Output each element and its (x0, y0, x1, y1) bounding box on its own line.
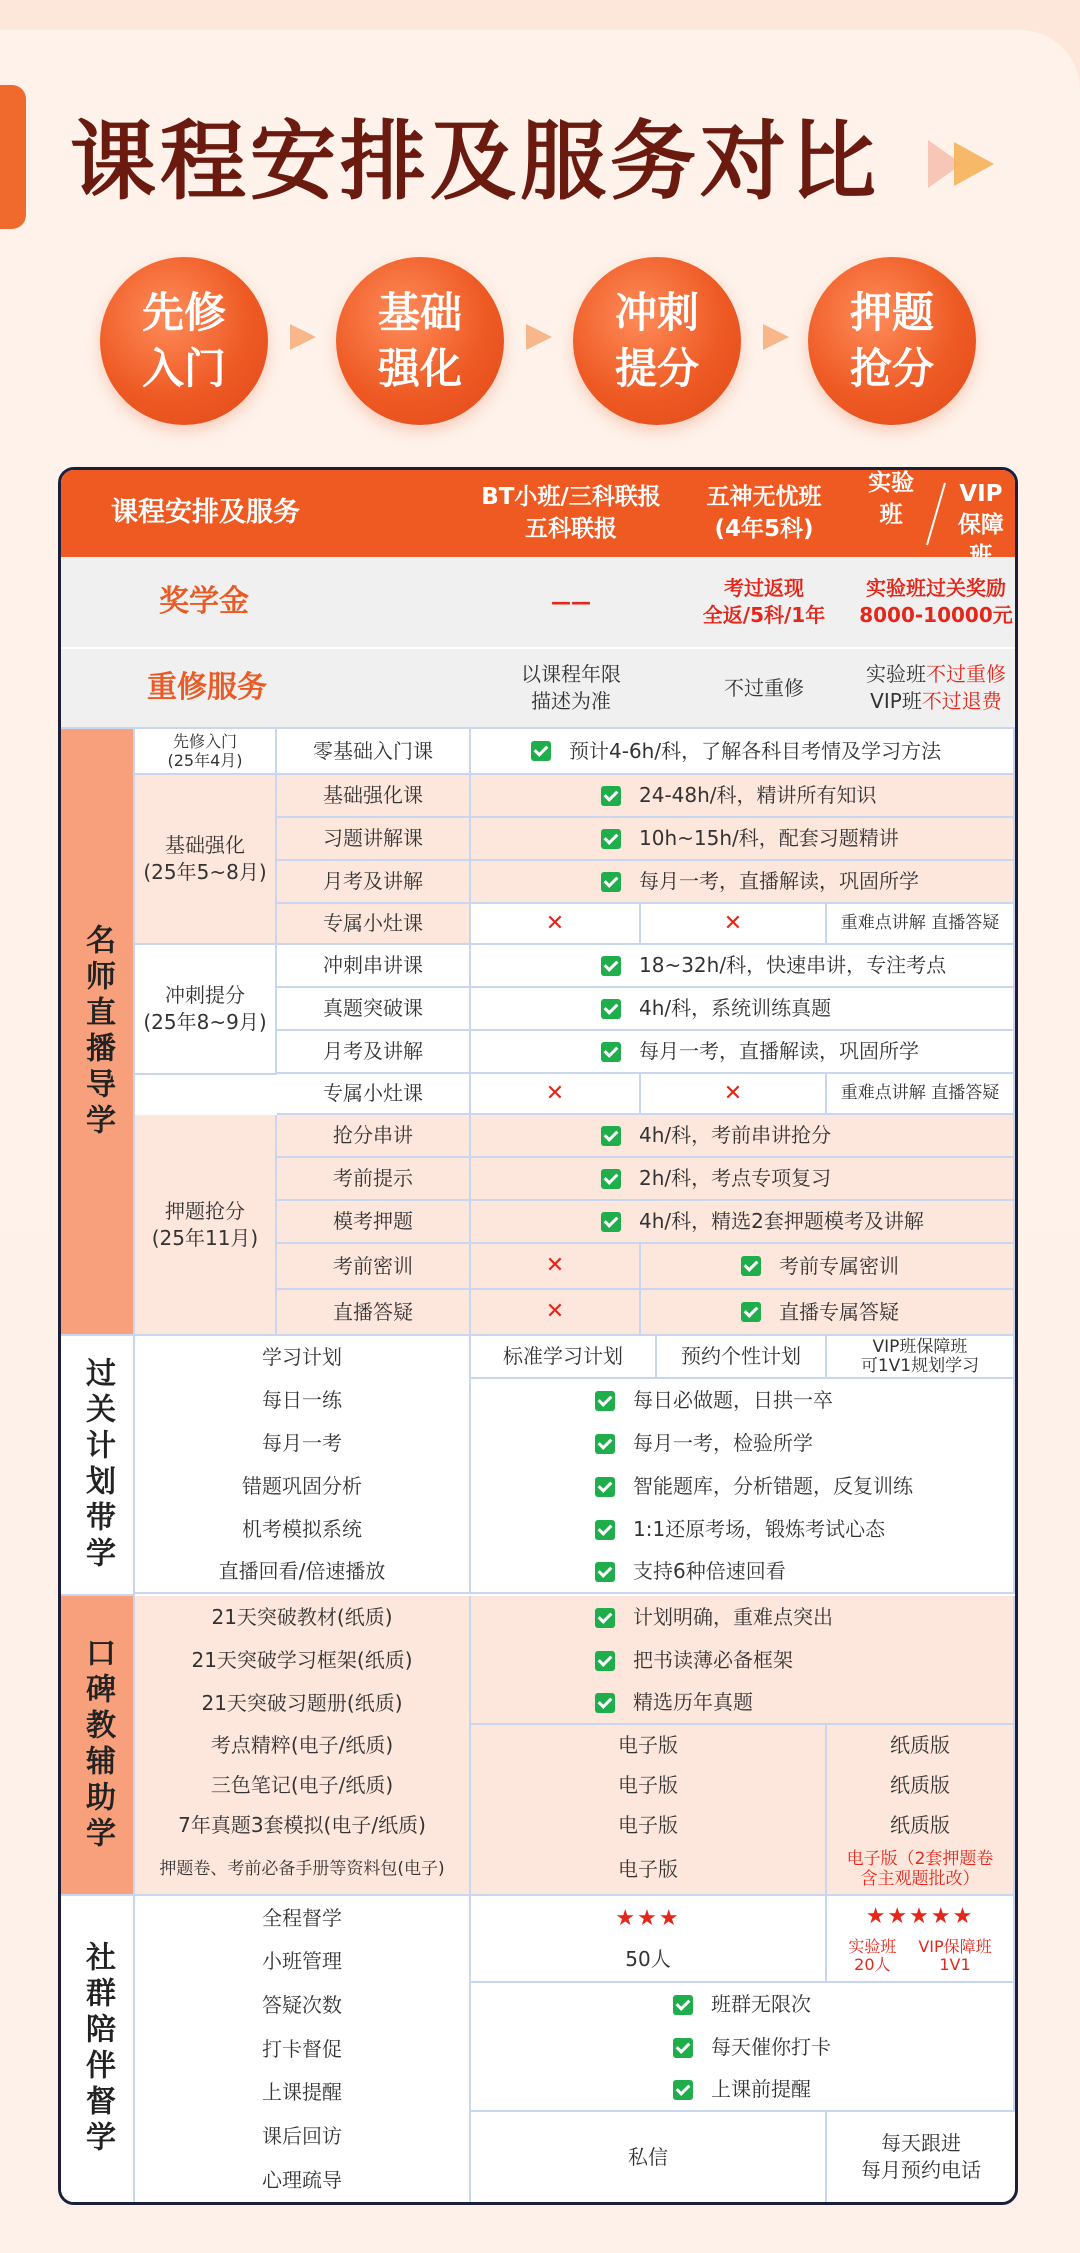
row-basic-course-name-text: 基础强化课 (323, 783, 423, 807)
row-community-5-name (135, 2115, 471, 2159)
row-community-4-name-text: 上课提醒 (262, 2080, 342, 2105)
phase-pre: 先修入门 (25年4月) (135, 729, 277, 775)
row-replay-desc-text: 支持6种倍速回看 (633, 1559, 786, 1583)
row-final-mock-name-text: 模考押题 (333, 1209, 413, 1233)
row-book1-desc (471, 1596, 1015, 1639)
cross-icon: ✕ (545, 910, 565, 936)
row-study-plan-plan2-text: 预约个性计划 (681, 1344, 801, 1368)
row-book5-name (135, 1765, 471, 1805)
row-book3-desc-text: 精选历年真题 (633, 1690, 753, 1714)
row-book5-plan3 (827, 1765, 1015, 1805)
cross-icon: ✕ (723, 1080, 743, 1106)
check-icon (741, 1256, 761, 1276)
row-final-tips-desc (471, 1158, 1015, 1201)
check-icon (595, 1391, 615, 1411)
star-rating-icon: ★★★ (615, 1906, 681, 1932)
row-tutor-plan3 (827, 904, 1015, 945)
check-icon (595, 1693, 615, 1713)
row-monthly-desc-text: 每月一考，检验所学 (633, 1431, 813, 1455)
row-book6-name-text: 7年真题3套模拟(电子/纸质) (178, 1812, 426, 1837)
check-icon (601, 786, 621, 806)
row-community-4-name (135, 2071, 471, 2115)
cross-icon: ✕ (545, 1299, 565, 1325)
row-real-exam-name (277, 988, 471, 1031)
row-final-course-desc (471, 1115, 1015, 1158)
row-community-5-name-text: 课后回访 (262, 2124, 342, 2148)
row-community-2-name-text: 答疑次数 (262, 1992, 342, 2017)
check-icon (601, 829, 621, 849)
phase-sprint-text: 冲刺提分 (25年8~9月) (143, 983, 267, 1034)
step-sprint-label: 冲刺 提分 (614, 288, 699, 393)
scholarship-plan1: —— (471, 557, 671, 649)
row-book6-plan12 (471, 1805, 827, 1845)
row-qa-name-text: 直播答疑 (333, 1299, 413, 1324)
row-followup-plan12 (471, 2112, 827, 2202)
row-tutor-name-text: 专属小灶课 (323, 911, 423, 935)
row-tutor-plan3-text: 重难点讲解 直播答疑 (840, 913, 1000, 934)
row-monthly-test-desc (471, 861, 1015, 904)
row-checkin-desc (471, 2026, 1015, 2069)
row-monthly-name-text: 每月一考 (262, 1431, 342, 1455)
row-exercise-desc (471, 818, 1015, 861)
row-book2-name (135, 1639, 471, 1682)
row-book4-name (135, 1725, 471, 1765)
row-final-tips-name-text: 考前提示 (333, 1166, 413, 1190)
row-final-course-name (277, 1115, 471, 1158)
row-replay-name (135, 1551, 471, 1594)
row-daily-name-text: 每日一练 (262, 1388, 342, 1412)
retake-plan3a: 实验班 (866, 662, 926, 686)
row-real-exam-desc (471, 988, 1015, 1031)
row-book2-desc (471, 1639, 1015, 1682)
row-book1-desc-text: 计划明确，重难点突出 (633, 1605, 833, 1629)
row-pre-desc (471, 729, 1015, 775)
row-study-plan-plan3 (827, 1336, 1015, 1379)
row-replay-desc (471, 1551, 1015, 1594)
row-book5-plan3-text: 纸质版 (890, 1772, 950, 1797)
row-book5-plan12 (471, 1765, 827, 1805)
page-title: 课程安排及服务对比 (70, 112, 880, 212)
row-community-2-name (135, 1983, 471, 2027)
row-pre-name: 零基础入门课 (277, 729, 471, 775)
check-icon (601, 1212, 621, 1232)
retake-plan3b-red: 不过退费 (921, 689, 1002, 713)
row-mock-desc (471, 1508, 1015, 1551)
row-community-6-name-text: 心理疏导 (262, 2167, 342, 2192)
arrow-icon (526, 324, 552, 350)
row-study-plan-plan2 (657, 1336, 827, 1379)
check-icon (673, 1995, 693, 2015)
row-book6-plan12-text: 电子版 (618, 1812, 678, 1837)
row-community-0-name (135, 1896, 471, 1940)
community-plan12-size (471, 1896, 827, 1983)
row-sprint-course-name (277, 945, 471, 988)
row-qa-desc-text: 班群无限次 (711, 1992, 811, 2016)
row-mock-name (135, 1508, 471, 1551)
col-header-plan2: 五神无忧班 (4年5科) (671, 470, 857, 557)
row-final-mock-desc-text: 4h/科，精选2套押题模考及讲解 (639, 1209, 924, 1233)
scholarship-label: 奖学金 (61, 557, 471, 649)
row-community-3-name-text: 打卡督促 (262, 2036, 342, 2061)
row-book1-name-text: 21天突破教材(纸质) (211, 1605, 393, 1629)
row-mock-desc-text: 1:1还原考场，锻炼考试心态 (633, 1517, 886, 1541)
check-icon (595, 1434, 615, 1454)
slash-divider-icon (925, 481, 947, 547)
row-errors-desc-text: 智能题库，分析错题，反复训练 (633, 1474, 913, 1498)
row-book7-plan3-text: 电子版（2套押题卷 含主观题批改） (846, 1848, 994, 1889)
row-tutor-name (277, 904, 471, 945)
check-icon (595, 1562, 615, 1582)
row-basic-course-desc-text: 24-48h/科，精讲所有知识 (639, 783, 877, 807)
col-header-plan1: BT小班/三科联报 五科联报 (471, 470, 671, 557)
row-qa-name (277, 1290, 471, 1336)
step-sprint (573, 257, 741, 425)
row-followup-plan12-text: 私信 (628, 2144, 668, 2169)
row-community-1-name-text: 小班管理 (262, 1949, 342, 1974)
cross-icon: ✕ (545, 1253, 565, 1279)
check-icon (601, 956, 621, 976)
star-rating-icon: ★★★★★ (865, 1904, 975, 1930)
section-plan: 过关计划带学 (61, 1336, 135, 1596)
check-icon (595, 1520, 615, 1540)
row-sprint-course-desc-text: 18~32h/科，快速串讲，专注考点 (639, 953, 947, 977)
row-exercise-name-text: 习题讲解课 (323, 826, 423, 850)
row-book6-plan3-text: 纸质版 (890, 1812, 950, 1837)
row-community-3-name (135, 2027, 471, 2071)
phase-basic: 基础强化 (25年5~8月) (135, 775, 277, 945)
row-book2-name-text: 21天突破学习框架(纸质) (191, 1648, 413, 1672)
row-community-1-name (135, 1940, 471, 1984)
row-sprint-monthly-desc (471, 1031, 1015, 1074)
scholarship-plan2: 考过返现 全返/5科/1年 (671, 557, 857, 649)
row-sprint-tutor-name-text: 专属小灶课 (323, 1081, 423, 1105)
row-community-0-name-text: 全程督学 (262, 1905, 342, 1930)
row-monthly-test-name-text: 月考及讲解 (323, 869, 423, 893)
check-icon (601, 1169, 621, 1189)
row-pre-text: 预计4-6h/科，了解各科目考情及学习方法 (569, 738, 942, 763)
row-book7-name-text: 押题卷、考前必备手册等资料包(电子) (159, 1859, 445, 1880)
row-study-plan-plan1 (471, 1336, 657, 1379)
row-remind-desc-text: 上课前提醒 (711, 2077, 811, 2101)
comparison-table (58, 467, 1018, 2205)
check-icon (673, 2038, 693, 2058)
row-sprint-tutor-plan1 (471, 1074, 641, 1115)
row-book7-plan12-text: 电子版 (618, 1857, 678, 1881)
phase-final (135, 1115, 277, 1336)
col-header-plan3 (857, 470, 1015, 557)
scholarship-plan3: 实验班过关奖励 8000-10000元 (857, 557, 1015, 649)
row-book4-plan3-text: 纸质版 (890, 1732, 950, 1757)
row-basic-course-name (277, 775, 471, 818)
row-book5-plan12-text: 电子版 (618, 1772, 678, 1797)
row-final-course-name-text: 抢分串讲 (333, 1123, 413, 1147)
retake-plan3a-red: 不过重修 (926, 662, 1006, 686)
check-icon (601, 1042, 621, 1062)
row-sprint-course-desc (471, 945, 1015, 988)
row-book7-plan12 (471, 1845, 827, 1896)
arrow-icon (763, 324, 789, 350)
row-book4-plan12-text: 电子版 (618, 1732, 678, 1757)
phase-sprint (135, 945, 277, 1075)
arrow-icon (290, 324, 316, 350)
row-errors-name-text: 错题巩固分析 (242, 1474, 362, 1498)
col-header-service: 课程安排及服务 (61, 470, 471, 557)
row-secret-name-text: 考前密训 (333, 1253, 413, 1278)
row-qa-plan23 (641, 1290, 1015, 1336)
class-size-plan12: 50人 (625, 1946, 671, 1971)
row-book3-desc (471, 1682, 1015, 1725)
row-community-6-name (135, 2158, 471, 2202)
row-book4-plan12 (471, 1725, 827, 1765)
cross-icon: ✕ (545, 1080, 565, 1106)
row-book3-name-text: 21天突破习题册(纸质) (201, 1691, 403, 1715)
phase-final-text: 押题抢分 (25年11月) (151, 1198, 259, 1250)
class-size-lab: 实验班 20人 (848, 1936, 897, 1975)
check-icon (595, 1651, 615, 1671)
retake-plan3 (857, 649, 1015, 729)
retake-label: 重修服务 (61, 649, 471, 729)
row-book7-name (135, 1845, 471, 1896)
row-sprint-monthly-name-text: 月考及讲解 (323, 1039, 423, 1063)
row-book1-name (135, 1596, 471, 1639)
row-exercise-name (277, 818, 471, 861)
row-qa-desc (471, 1983, 1015, 2026)
row-secret-plan23 (641, 1244, 1015, 1290)
row-study-plan-name (135, 1336, 471, 1379)
row-mock-name-text: 机考模拟系统 (242, 1517, 362, 1541)
row-tutor-plan2 (641, 904, 827, 945)
row-book3-name (135, 1682, 471, 1725)
row-replay-name-text: 直播回看/倍速播放 (218, 1559, 386, 1583)
row-daily-desc (471, 1379, 1015, 1422)
row-sprint-monthly-desc-text: 每月一考，直播解读，巩固所学 (639, 1039, 919, 1063)
col-header-plan3b: VIP 保障 (957, 480, 1004, 538)
row-sprint-course-name-text: 冲刺串讲课 (323, 953, 423, 977)
row-monthly-test-name (277, 861, 471, 904)
row-final-mock-name (277, 1201, 471, 1244)
row-qa-plan23-text: 直播专属答疑 (779, 1299, 899, 1324)
row-daily-desc-text: 每日必做题，日拱一卒 (633, 1388, 833, 1412)
row-sprint-monthly-name (277, 1031, 471, 1074)
row-basic-course-desc (471, 775, 1015, 818)
check-icon (601, 999, 621, 1019)
check-icon (595, 1477, 615, 1497)
row-real-exam-name-text: 真题突破课 (323, 996, 423, 1020)
class-size-vip: VIP保障班 1V1 (918, 1936, 992, 1975)
row-followup-plan3-text: 每天跟进 每月预约电话 (861, 2131, 981, 2182)
row-errors-name (135, 1465, 471, 1508)
row-monthly-test-desc-text: 每月一考，直播解读，巩固所学 (639, 869, 919, 893)
section-teach: 名师直播导学 (61, 729, 135, 1336)
row-secret-plan1 (471, 1244, 641, 1290)
row-followup-plan3 (827, 2112, 1015, 2202)
row-monthly-desc (471, 1422, 1015, 1465)
row-final-tips-name (277, 1158, 471, 1201)
step-basic (336, 257, 504, 425)
section-community: 社群陪伴督学 (61, 1896, 135, 2202)
row-book4-plan3 (827, 1725, 1015, 1765)
row-book6-name (135, 1805, 471, 1845)
row-book7-plan3 (827, 1845, 1015, 1896)
section-books: 口碑教辅助学 (61, 1596, 135, 1896)
row-book2-desc-text: 把书读薄必备框架 (633, 1648, 793, 1672)
row-checkin-desc-text: 每天催你打卡 (711, 2035, 831, 2059)
cross-icon: ✕ (723, 910, 743, 936)
accent-bar (0, 85, 26, 229)
row-study-plan-plan1-text: 标准学习计划 (503, 1344, 623, 1368)
retake-plan1: 以课程年限 描述为准 (471, 649, 671, 729)
row-tutor-plan1 (471, 904, 641, 945)
row-book4-name-text: 考点精粹(电子/纸质) (210, 1732, 394, 1757)
step-prep (100, 257, 268, 425)
retake-plan2: 不过重修 (671, 649, 857, 729)
retake-plan3b: VIP班 (870, 689, 922, 713)
check-icon (741, 1302, 761, 1322)
row-final-tips-desc-text: 2h/科，考点专项复习 (639, 1166, 832, 1190)
row-sprint-tutor-plan2 (641, 1074, 827, 1115)
row-sprint-tutor-name (277, 1074, 471, 1115)
check-icon (601, 1126, 621, 1146)
check-icon (531, 741, 551, 761)
check-icon (601, 872, 621, 892)
row-remind-desc (471, 2069, 1015, 2112)
step-prep-label: 先修 入门 (141, 288, 226, 393)
row-sprint-tutor-plan3-text: 重难点讲解 直播答疑 (840, 1083, 1000, 1104)
row-book6-plan3 (827, 1805, 1015, 1845)
row-sprint-tutor-plan3 (827, 1074, 1015, 1115)
row-study-plan-name-text: 学习计划 (262, 1345, 342, 1369)
check-icon (673, 2080, 693, 2100)
row-final-course-desc-text: 4h/科，考前串讲抢分 (639, 1123, 832, 1147)
row-daily-name (135, 1379, 471, 1422)
community-plan3-size (827, 1896, 1015, 1983)
row-secret-name (277, 1244, 471, 1290)
row-secret-plan23-text: 考前专属密训 (779, 1253, 899, 1278)
col-header-plan3a: 实验班 (868, 470, 915, 528)
check-icon (595, 1608, 615, 1628)
row-errors-desc (471, 1465, 1015, 1508)
row-final-mock-desc (471, 1201, 1015, 1244)
step-basic-label: 基础 强化 (377, 288, 462, 393)
row-monthly-name (135, 1422, 471, 1465)
fast-forward-icon (928, 136, 998, 192)
row-qa-plan1 (471, 1290, 641, 1336)
step-final-label: 押题 抢分 (849, 288, 934, 393)
step-final (808, 257, 976, 425)
row-exercise-desc-text: 10h~15h/科，配套习题精讲 (639, 826, 899, 850)
row-study-plan-plan3-text: VIP班保障班 可1V1规划学习 (860, 1336, 980, 1376)
row-book5-name-text: 三色笔记(电子/纸质) (210, 1772, 394, 1797)
row-real-exam-desc-text: 4h/科，系统训练真题 (639, 996, 832, 1020)
